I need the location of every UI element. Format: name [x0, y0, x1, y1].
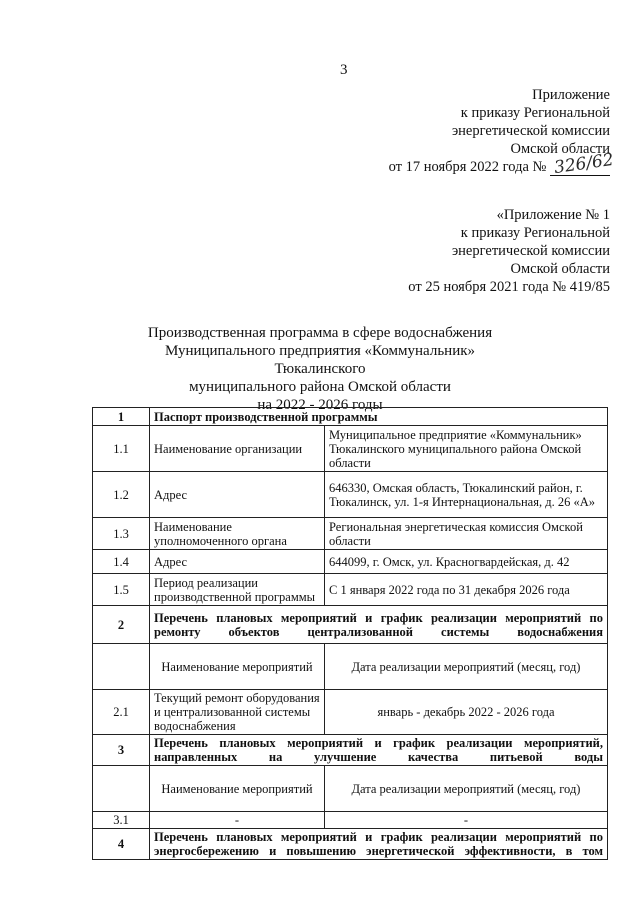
row-value: Муниципальное предприятие «Коммунальник» Тюкалинского муниципального района Омской области: [325, 426, 608, 472]
row-number: 1.1: [93, 426, 150, 472]
appendix-current-line2: к приказу Региональной: [460, 105, 610, 121]
row-label: Адрес: [150, 472, 325, 518]
title-line4: на 2022 - 2026 годы: [257, 397, 383, 413]
handwritten-order-number: 326/62: [552, 149, 615, 179]
row-label: Наименование уполномоченного органа: [150, 518, 325, 550]
row-number: 2.1: [93, 690, 150, 735]
appendix-original-line2: к приказу Региональной: [460, 225, 610, 241]
table-row: [93, 766, 608, 812]
activity-name: Текущий ремонт оборудования и централизованной системы водоснабжения: [150, 690, 325, 735]
table-row: [93, 690, 608, 735]
section-title: Перечень плановых мероприятий и график реализации мероприятий, направленных на улучшение качества питьевой воды: [150, 735, 608, 766]
section-number: 1: [93, 408, 150, 426]
section-title: Перечень плановых мероприятий и график реализации мероприятий по ремонту объектов централизованной системы водоснабжения: [150, 606, 608, 644]
row-value: С 1 января 2022 года по 31 декабря 2026 года: [325, 574, 608, 606]
appendix-current-line3: энергетической комиссии: [451, 123, 610, 139]
table-row: [93, 644, 608, 690]
table-row: [93, 812, 608, 829]
row-value: Региональная энергетическая комиссия Омской области: [325, 518, 608, 550]
row-label: Наименование организации: [150, 426, 325, 472]
section-number: 3: [93, 735, 150, 766]
title-line2: Муниципального предприятия «Коммунальник» Тюкалинского: [164, 343, 476, 377]
order-date-prefix: от 17 ноября 2022 года №: [388, 159, 547, 175]
appendix-original-line4: Омской области: [510, 261, 610, 277]
section-title: Перечень плановых мероприятий и график реализации мероприятий по энергосбережению и повышению энергетической эффективности, в том: [150, 829, 608, 860]
row-number: 1.4: [93, 550, 150, 574]
page-number: 3: [340, 62, 348, 78]
appendix-original-line5: от 25 ноября 2021 года № 419/85: [408, 279, 610, 295]
table-row: [93, 550, 608, 574]
table-row: [93, 408, 608, 426]
handwritten-number-field: [550, 149, 615, 179]
row-number: 3.1: [93, 812, 150, 829]
appendix-current-line1: Приложение: [532, 87, 610, 103]
appendix-original-line1: «Приложение № 1: [496, 207, 610, 223]
table-row: [93, 472, 608, 518]
table-row: [93, 574, 608, 606]
program-table: [92, 407, 608, 860]
column-header-name: Наименование мероприятий: [150, 766, 325, 812]
activity-name: -: [150, 812, 325, 829]
column-header-date: Дата реализации мероприятий (месяц, год): [325, 644, 608, 690]
row-number: 1.3: [93, 518, 150, 550]
table-row: [93, 606, 608, 644]
row-value: 644099, г. Омск, ул. Красногвардейская, д. 42: [325, 550, 608, 574]
row-label: Адрес: [150, 550, 325, 574]
row-number: 1.5: [93, 574, 150, 606]
row-number: 1.2: [93, 472, 150, 518]
row-label: Период реализации производственной программы: [150, 574, 325, 606]
appendix-original-header: [408, 206, 610, 296]
table-row: [93, 735, 608, 766]
section-number: 2: [93, 606, 150, 644]
empty-cell: [93, 766, 150, 812]
document-title: [120, 324, 520, 414]
section-title: Паспорт производственной программы: [150, 408, 608, 426]
activity-date: -: [325, 812, 608, 829]
row-value: 646330, Омская область, Тюкалинский район, г. Тюкалинск, ул. 1-я Интернациональная, д. 26 «А»: [325, 472, 608, 518]
table-row: [93, 426, 608, 472]
appendix-original-line3: энергетической комиссии: [451, 243, 610, 259]
appendix-current-line4: Омской области: [510, 141, 610, 157]
column-header-date: Дата реализации мероприятий (месяц, год): [325, 766, 608, 812]
title-line1: Производственная программа в сфере водоснабжения: [147, 325, 493, 341]
column-header-name: Наименование мероприятий: [150, 644, 325, 690]
table-row: [93, 518, 608, 550]
empty-cell: [93, 644, 150, 690]
appendix-current-header: [388, 86, 615, 179]
table-row: [93, 829, 608, 860]
activity-date: январь - декабрь 2022 - 2026 года: [325, 690, 608, 735]
title-line3: муниципального района Омской области: [189, 379, 451, 395]
section-number: 4: [93, 829, 150, 860]
